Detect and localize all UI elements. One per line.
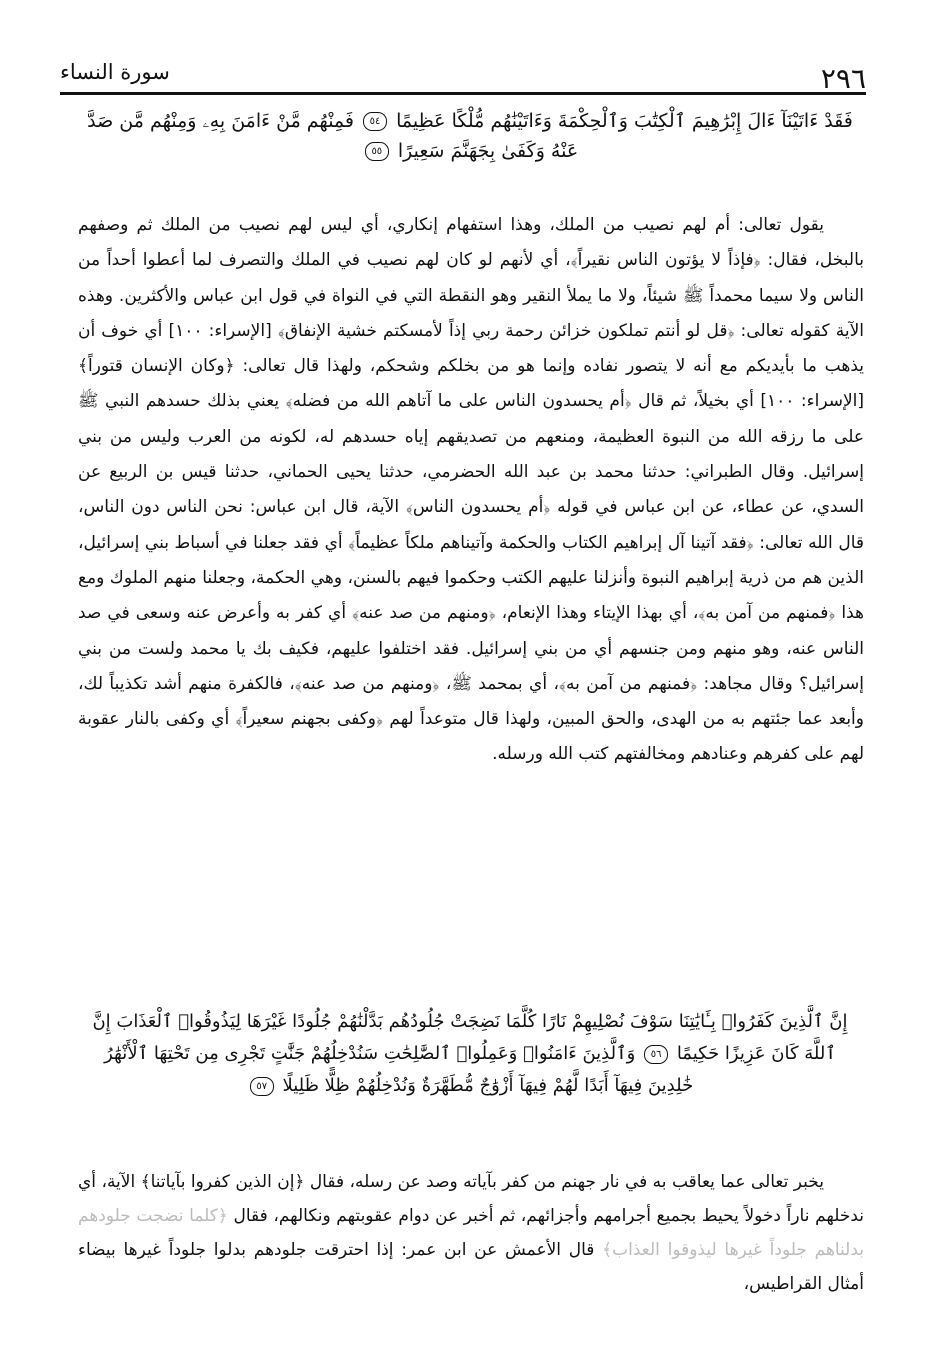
verse-number-56: ٥٦ xyxy=(644,1045,668,1064)
faded-verse-quote: ﴿كلما نضجت جلودهم بدلناهم جلوداً غيرها ليذوقوا العذاب﴾ xyxy=(78,1206,865,1260)
verse-57-text: وَٱلَّذِينَ ءَامَنُوا۟ وَعَمِلُوا۟ ٱلصَّٰلِحَٰتِ سَنُدْخِلُهُمْ جَنَّٰتٍ تَجْرِى مِن تَحْتِهَا ٱلْأَنْهَٰرُ خَٰلِدِينَ فِيهَآ أَبَدًا لَّهُمْ فِيهَآ أَزْوَٰجٌ مُّطَهَّرَةٌ وَنُدْخِلُهُمْ ظِلًّا ظَلِيلًا xyxy=(104,1043,694,1096)
commentary-block-2 xyxy=(78,1165,864,1301)
commentary-last-line: قال الأعمش عن ابن عمر: إذا احترقت جلودهم بدلوا جلوداً غيرها بيضاء أمثال القراطيس، xyxy=(78,1240,864,1294)
verse-56-text: إِنَّ ٱلَّذِينَ كَفَرُوا۟ بِـَٔايَٰتِنَا سَوْفَ نُصْلِيهِمْ نَارًا كُلَّمَا نَضِجَتْ جُلُودُهُم بَدَّلْنَٰهُمْ جُلُودًا غَيْرَهَا لِيَذُوقُوا۟ ٱلْعَذَابَ إِنَّ ٱللَّهَ كَانَ عَزِيزًا حَكِيمًا xyxy=(92,1011,848,1064)
commentary-paragraph-2 xyxy=(78,1165,864,1301)
verse-55-text: فَمِنْهُم مَّنْ ءَامَنَ بِهِۦ وَمِنْهُم مَّن صَدَّ عَنْهُ وَكَفَىٰ بِجَهَنَّمَ سَعِيرًا xyxy=(87,110,579,162)
verse-number-55: ٥٥ xyxy=(365,142,389,161)
quran-verses-56-57 xyxy=(84,1006,856,1102)
page-number: ٢٩٦ xyxy=(820,62,866,95)
commentary-text: يخبر تعالى عما يعاقب به في نار جهنم من كفر بآياته وصد عن رسله، فقال ﴿إن الذين كفروا بآياتنا﴾ الآية، أي ندخلهم ناراً دخولاً يحيط بجميع أجرامهم وأجزائهم، ثم أخبر عن دوام عقوبتهم ونكالهم، فقال xyxy=(78,1172,865,1226)
surah-title: سورة النساء xyxy=(60,60,170,84)
header-rule xyxy=(60,92,866,95)
page-header xyxy=(60,58,866,95)
commentary-paragraph: يقول تعالى: أم لهم نصيب من الملك، وهذا استفهام إنكاري، أي ليس لهم نصيب من الملك ثم وصفهم بالبخل، فقال: ﴿فإذاً لا يؤتون الناس نقيراً﴾، أي لأنهم لو كان لهم نصيب في الملك والتصرف لما أعطوا أحداً من الناس ولا سيما محمداً ﷺ شيئاً، ولا ما يملأ النقير وهو النقطة التي في النواة في قول ابن عباس والأكثرين. وهذه الآية كقوله تعالى: ﴿قل لو أنتم تملكون خزائن رحمة ربي إذاً لأمسكتم خشية الإنفاق﴾ [الإسراء: ١٠٠] أي خوف أن يذهب ما بأيديكم مع أنه لا يتصور نفاده وإنما هو من بخلكم وشحكم، ولهذا قال تعالى: ﴿وكان الإنسان قتوراً﴾ [الإسراء: ١٠٠] أي بخيلاً، ثم قال ﴿أم يحسدون الناس على ما آتاهم الله من فضله﴾ يعني بذلك حسدهم النبي ﷺ على ما رزقه الله من النبوة العظيمة، ومنعهم من تصديقهم إياه حسدهم له، لكونه من العرب وليس من بني إسرائيل. وقال الطبراني: حدثنا محمد بن عبد الله الحضرمي، حدثنا يحيى الحماني، حدثنا قيس بن الربيع عن السدي، عن عطاء، عن ابن عباس في قوله ﴿أم يحسدون الناس﴾ الآية، قال ابن عباس: نحن الناس دون الناس، قال الله تعالى: ﴿فقد آتينا آل إبراهيم الكتاب والحكمة وآتيناهم ملكاً عظيماً﴾ أي فقد جعلنا في أسباط بني إسرائيل، الذين هم من ذرية إبراهيم النبوة وأنزلنا عليهم الكتب وحكموا فيهم بالسنن، وهي الحكمة، وجعلنا منهم الملوك ومع هذا ﴿فمنهم من آمن به﴾، أي بهذا الإيتاء وهذا الإنعام، ﴿ومنهم من صد عنه﴾ أي كفر به وأعرض عنه وسعى في صد الناس عنه، وهو منهم ومن جنسهم أي من بني إسرائيل. فقد اختلفوا عليهم، فكيف بك يا محمد ولست من بني إسرائيل؟ وقال مجاهد: ﴿فمنهم من آمن به﴾، أي بمحمد ﷺ، ﴿ومنهم من صد عنه﴾، فالكفرة منهم أشد تكذيباً لك، وأبعد عما جئتهم به من الهدى، والحق المبين، ولهذا قال متوعداً لهم ﴿وكفى بجهنم سعيراً﴾ أي وكفى بالنار عقوبة لهم على كفرهم وعنادهم ومخالفتهم كتب الله ورسله. xyxy=(78,215,865,765)
quran-verses-54-55 xyxy=(84,106,856,166)
verse-54-text: فَقَدْ ءَاتَيْنَآ ءَالَ إِبْرَٰهِيمَ ٱلْكِتَٰبَ وَٱلْحِكْمَةَ وَءَاتَيْنَٰهُم مُّلْكًا عَظِيمًا xyxy=(396,110,853,132)
verse-number-57: ٥٧ xyxy=(250,1077,274,1096)
commentary-block-1 xyxy=(78,208,864,773)
verse-number-54: ٥٤ xyxy=(363,112,387,131)
